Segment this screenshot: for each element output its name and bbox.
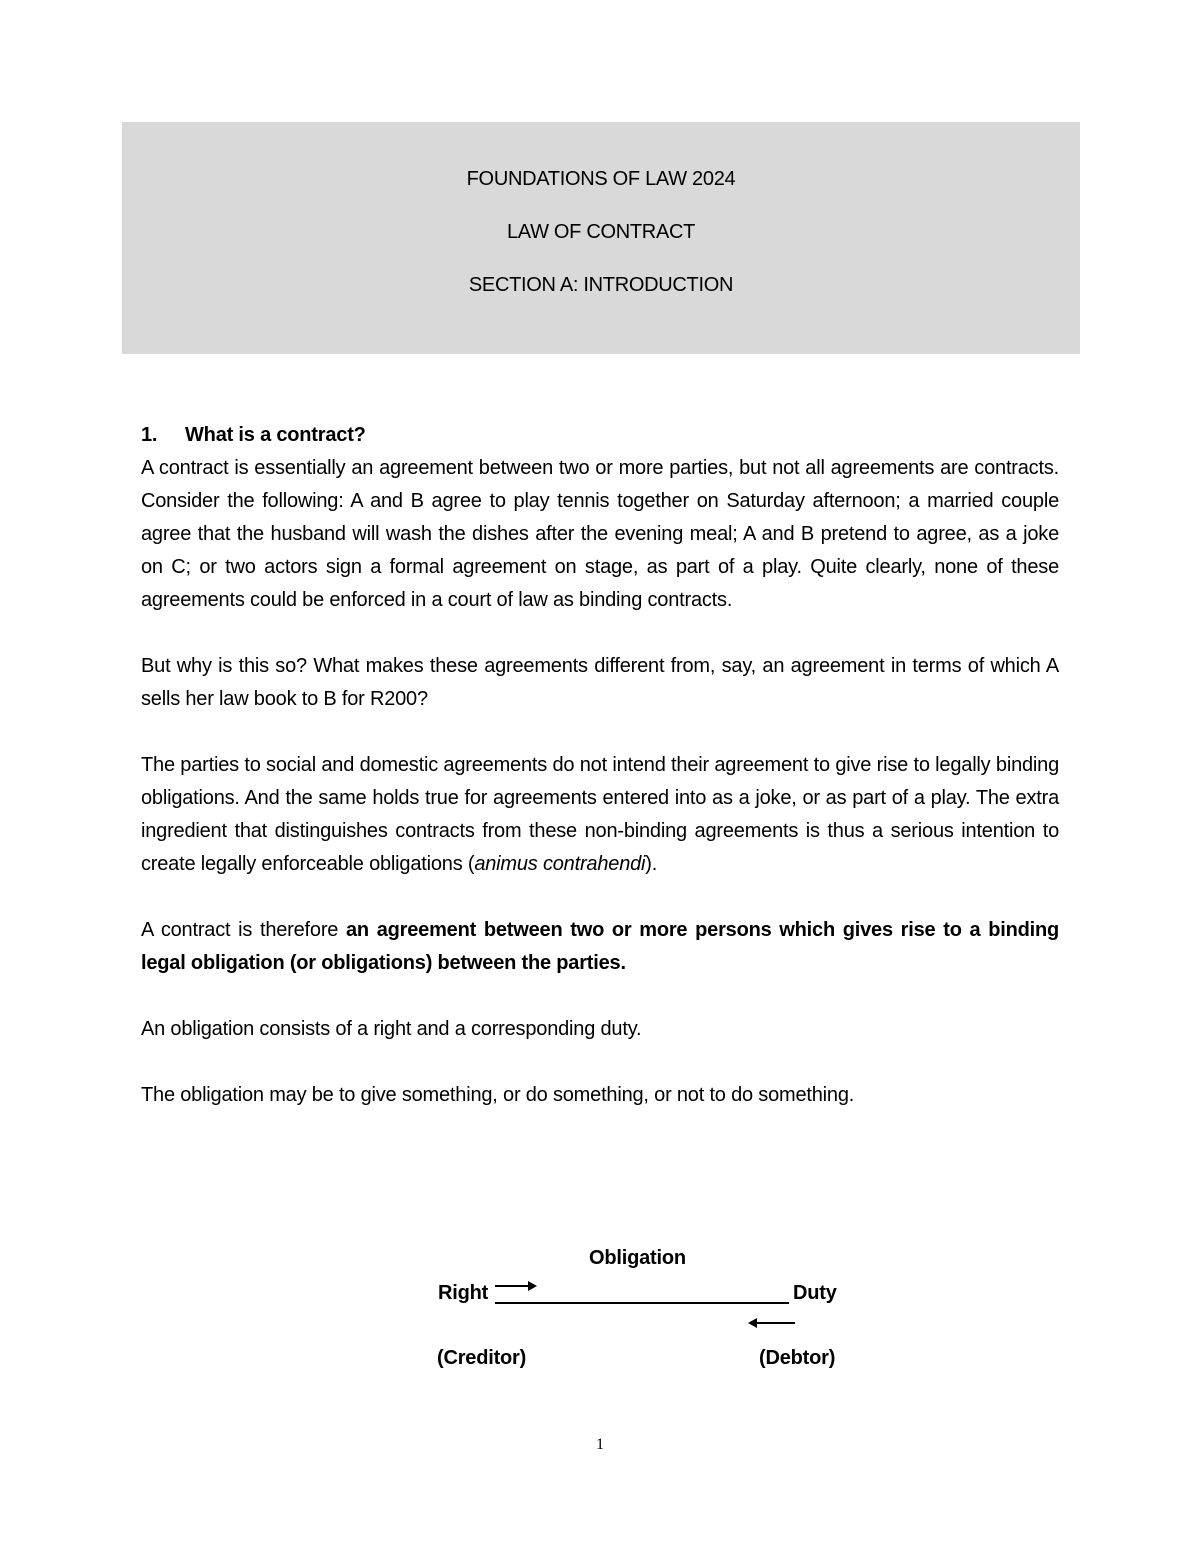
title-box (122, 122, 1080, 354)
arrow-right-icon (495, 1281, 537, 1291)
creditor-label: (Creditor) (437, 1347, 527, 1369)
paragraph-intention-end: ). (645, 853, 658, 875)
section-number: 1. (141, 424, 158, 446)
paragraph-definition (141, 914, 1059, 980)
paragraph-question: But why is this so? What makes these agreements different from, say, an agreement in terms of which A sells her law book to B for R200? (141, 655, 1059, 710)
obligation-label: Obligation (589, 1247, 686, 1269)
debtor-label: (Debtor) (759, 1347, 836, 1369)
main-content (141, 419, 1059, 1145)
page-number: 1 (596, 1436, 604, 1453)
section-heading-text: What is a contract? (185, 424, 366, 446)
section-title: SECTION A: INTRODUCTION (468, 274, 734, 296)
course-title: FOUNDATIONS OF LAW 2024 (466, 168, 736, 190)
paragraph-definition-intro: A contract is essentially an agreement between two or more parties, but not all agreements are contracts. Consider the following: A and B agree to play tennis together on Saturday afternoon; a married couple agree that the husband will wash the dishes after the evening meal; A and B pretend to agree, as a joke on C; or two actors sign a formal agreement on stage, as part of a play. Quite clearly, none of these agreements could be enforced in a court of law as binding contracts. (141, 457, 1059, 611)
paragraph-obligation-types: The obligation may be to give something, or do something, or not to do something. (141, 1084, 855, 1106)
arrow-left-icon (748, 1318, 795, 1328)
latin-term: animus contrahendi (474, 853, 646, 875)
subject-title: LAW OF CONTRACT (506, 221, 696, 243)
paragraph-intention (141, 749, 1059, 881)
definition-lead: A contract is therefore (141, 919, 346, 941)
section-heading (141, 419, 1059, 452)
paragraph-intention-text: The parties to social and domestic agreements do not intend their agreement to give rise to legally binding obligations. And the same holds true for agreements entered into as a joke, or as part of a play. The extra ingredient that distinguishes contracts from these non-binding agreements is thus a serious intention to create legally enforceable obligations ( (141, 754, 1059, 875)
right-label: Right (438, 1282, 489, 1304)
paragraph-obligation: An obligation consists of a right and a corresponding duty. (141, 1018, 642, 1040)
definition-bold: an agreement between two or more persons which gives rise to a binding legal obligation (or obligations) between the parties. (141, 919, 1059, 974)
duty-label: Duty (793, 1282, 837, 1304)
